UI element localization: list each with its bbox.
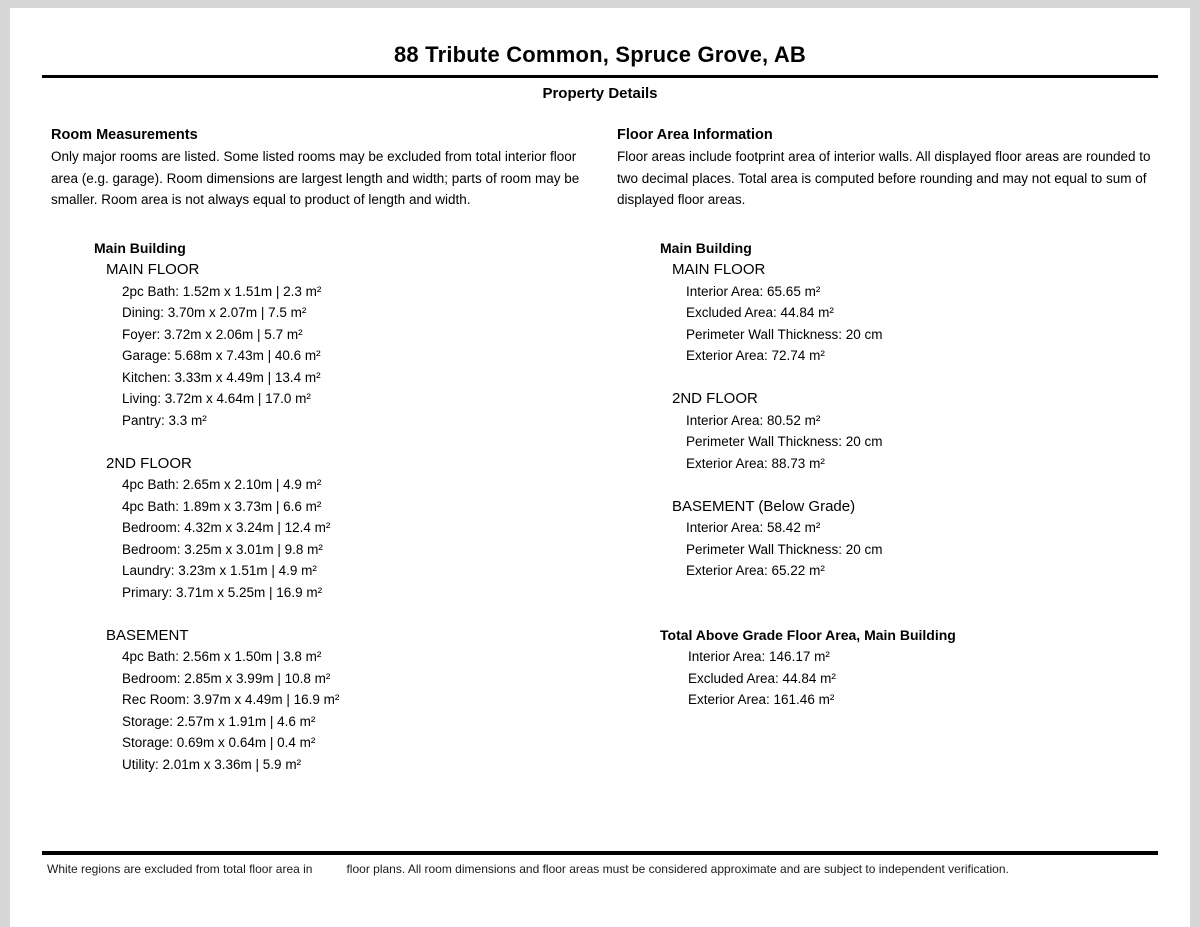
room-measurement: Rec Room: 3.97m x 4.49m | 16.9 m² bbox=[122, 692, 340, 707]
floor-area-heading: Floor Area Information bbox=[617, 127, 773, 143]
area-block-basement bbox=[672, 496, 1168, 582]
room-measurement: Bedroom: 2.85m x 3.99m | 10.8 m² bbox=[122, 670, 331, 686]
room-measurement: Storage: 2.57m x 1.91m | 4.6 m² bbox=[122, 713, 316, 729]
room-measurements-heading: Room Measurements bbox=[51, 127, 198, 143]
area-value: Interior Area: 65.65 m² bbox=[686, 283, 821, 299]
area-value: Exterior Area: 161.46 m² bbox=[688, 692, 835, 707]
room-measurement: Bedroom: 3.25m x 3.01m | 9.8 m² bbox=[122, 541, 323, 557]
area-value: Interior Area: 146.17 m² bbox=[688, 649, 830, 664]
area-list bbox=[672, 281, 1168, 367]
room-measurement: Pantry: 3.3 m² bbox=[122, 412, 207, 428]
area-value: Perimeter Wall Thickness: 20 cm bbox=[686, 541, 883, 557]
floor-area-information-section bbox=[617, 127, 1168, 775]
area-value: Excluded Area: 44.84 m² bbox=[686, 305, 834, 320]
floor-name: BASEMENT (Below Grade) bbox=[672, 497, 856, 515]
area-value: Exterior Area: 72.74 m² bbox=[686, 348, 825, 363]
floor-name: MAIN FLOOR bbox=[106, 261, 200, 278]
area-block-main-floor bbox=[672, 259, 1168, 367]
room-measurement: 4pc Bath: 2.65m x 2.10m | 4.9 m² bbox=[122, 477, 322, 492]
area-list bbox=[672, 517, 1168, 582]
room-list bbox=[106, 474, 617, 603]
total-above-grade-block bbox=[617, 625, 1168, 711]
footer-divider bbox=[42, 851, 1158, 855]
room-measurement: 4pc Bath: 1.89m x 3.73m | 6.6 m² bbox=[122, 498, 322, 514]
disclaimer-text-part2: floor plans. All room dimensions and floor areas must be considered approximate and are subject to independent verification. bbox=[346, 862, 1009, 876]
disclaimer-text bbox=[42, 862, 1158, 876]
room-measurement: Bedroom: 4.32m x 3.24m | 12.4 m² bbox=[122, 520, 331, 535]
page-title: 88 Tribute Common, Spruce Grove, AB bbox=[393, 42, 807, 67]
floor-area-description: Floor areas include footprint area of interior walls. All displayed floor areas are rounded to two decimal places. Total area is computed before rounding and may not equal to sum of displayed floor areas. bbox=[617, 149, 1151, 207]
room-list bbox=[106, 646, 617, 775]
disclaimer-footer bbox=[42, 851, 1158, 876]
floor-name: 2ND FLOOR bbox=[672, 390, 758, 407]
room-measurement: Primary: 3.71m x 5.25m | 16.9 m² bbox=[122, 584, 323, 600]
floor-block-2nd-floor bbox=[106, 453, 617, 604]
area-value: Interior Area: 58.42 m² bbox=[686, 520, 821, 535]
floor-name: BASEMENT bbox=[106, 626, 189, 644]
floor-name: MAIN FLOOR bbox=[672, 261, 766, 278]
area-value: Excluded Area: 44.84 m² bbox=[688, 670, 836, 686]
room-measurement: Living: 3.72m x 4.64m | 17.0 m² bbox=[122, 391, 311, 406]
area-value: Exterior Area: 88.73 m² bbox=[686, 455, 825, 471]
room-measurements-section bbox=[51, 127, 617, 775]
room-measurement: Utility: 2.01m x 3.36m | 5.9 m² bbox=[122, 756, 302, 772]
room-measurement: 2pc Bath: 1.52m x 1.51m | 2.3 m² bbox=[122, 283, 322, 299]
page-subtitle: Property Details bbox=[542, 85, 658, 102]
room-measurement: Kitchen: 3.33m x 4.49m | 13.4 m² bbox=[122, 369, 321, 385]
building-name: Main Building bbox=[94, 239, 186, 256]
room-measurements-description: Only major rooms are listed. Some listed rooms may be excluded from total interior floor area (e.g. garage). Room dimensions are largest length and width; parts of room may be smaller. Room area is not always equal to product of length and width. bbox=[51, 149, 580, 207]
area-value: Exterior Area: 65.22 m² bbox=[686, 563, 825, 578]
area-block-2nd-floor bbox=[672, 388, 1168, 474]
disclaimer-text-part1: White regions are excluded from total floor area in bbox=[47, 862, 313, 876]
room-list bbox=[106, 281, 617, 432]
floor-block-main-floor bbox=[106, 259, 617, 431]
room-measurement: Dining: 3.70m x 2.07m | 7.5 m² bbox=[122, 305, 307, 320]
floor-name: 2ND FLOOR bbox=[106, 454, 192, 472]
total-area-list bbox=[674, 646, 1168, 711]
area-value: Perimeter Wall Thickness: 20 cm bbox=[686, 434, 883, 449]
area-value: Interior Area: 80.52 m² bbox=[686, 412, 821, 428]
room-measurement: Laundry: 3.23m x 1.51m | 4.9 m² bbox=[122, 563, 317, 578]
total-above-grade-heading: Total Above Grade Floor Area, Main Building bbox=[660, 626, 956, 643]
title-divider bbox=[42, 75, 1158, 78]
area-list bbox=[672, 410, 1168, 475]
building-name: Main Building bbox=[660, 239, 752, 256]
room-measurement: Garage: 5.68m x 7.43m | 40.6 m² bbox=[122, 348, 321, 363]
floor-block-basement bbox=[106, 625, 617, 776]
area-value: Perimeter Wall Thickness: 20 cm bbox=[686, 326, 883, 342]
content-columns bbox=[10, 127, 1190, 775]
document-page bbox=[10, 8, 1190, 927]
room-measurement: Foyer: 3.72m x 2.06m | 5.7 m² bbox=[122, 326, 303, 342]
room-measurement: Storage: 0.69m x 0.64m | 0.4 m² bbox=[122, 735, 316, 750]
room-measurement: 4pc Bath: 2.56m x 1.50m | 3.8 m² bbox=[122, 649, 322, 664]
